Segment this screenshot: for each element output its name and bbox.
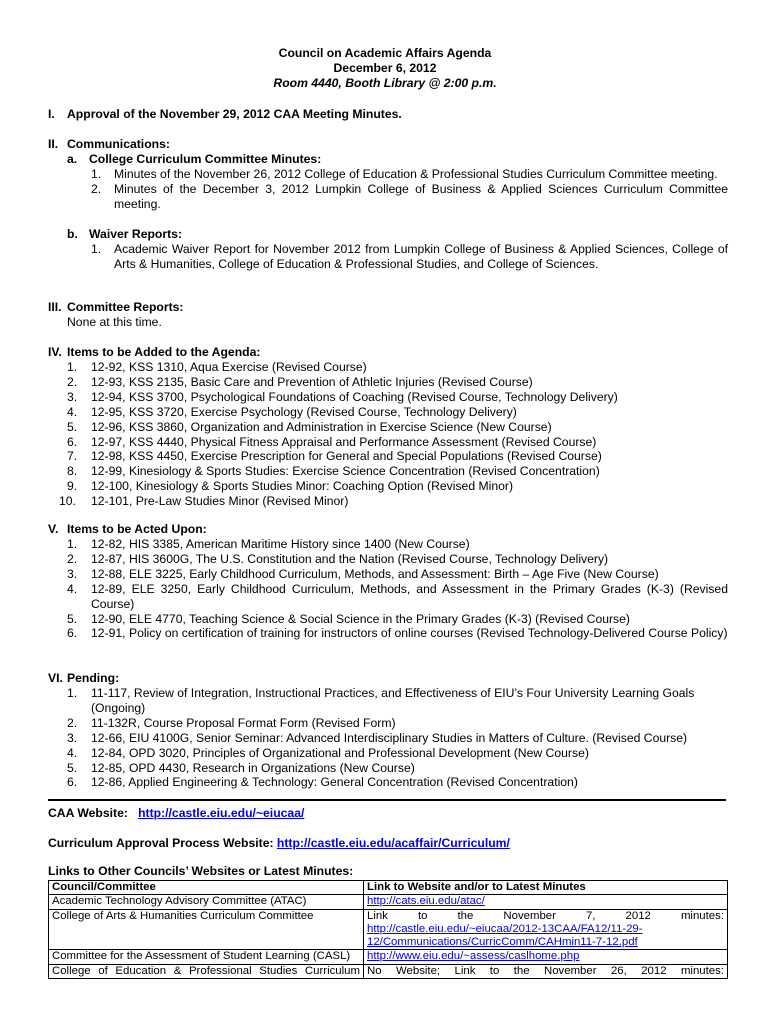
list-item: 8. 12-99, Kinesiology & Sports Studies: Exercise Science Concentration (Revised Concentration) [67,464,600,479]
column-header: Link to Website and/or to Latest Minutes [364,881,728,895]
list-item: 2. 11-132R, Course Proposal Format Form (Revised Form) [67,715,396,730]
section-body: None at this time. [67,315,162,329]
curriculum-website-label: Curriculum Approval Process Website: [48,836,274,850]
section-divider [48,799,726,801]
list-item: 2. 12-87, HIS 3600G, The U.S. Constitution and the Nation (Revised Course, Technology Delivery) [67,551,609,566]
list-item: 1. 12-92, KSS 1310, Aqua Exercise (Revised Course) [67,360,367,374]
list-item: 3. 12-94, KSS 3700, Psychological Foundations of Coaching (Revised Course, Technology Delivery) [67,389,618,404]
section-title: Approval of the November 29, 2012 CAA Meeting Minutes. [67,107,402,121]
council-link[interactable]: http://www.eiu.edu/~assess/caslhome.php [367,950,580,963]
section-title: Communications: [67,137,170,151]
caa-website-link[interactable]: http://castle.eiu.edu/~eiucaa/ [138,806,305,820]
list-item: 6. 12-91, Policy on certification of training for instructors of online courses (Revised Technology-Delivered Course Policy) [67,626,728,641]
section-items-added [48,345,728,509]
section-number: V. [48,522,59,536]
council-link-text: Link to the November 7, 2012 minutes: [367,909,724,922]
section-title: Items to be Acted Upon: [67,522,207,536]
curriculum-website-row [48,836,510,850]
list-item: 2. Minutes of the December 3, 2012 Lumpkin College of Business & Applied Sciences Curriculum Committee meeting. [91,181,728,211]
subsection-heading: b. Waiver Reports: [67,226,183,241]
column-header: Council/Committee [49,881,364,895]
table-header-row [49,881,728,895]
agenda-location: Room 4440, Booth Library @ 2:00 p.m. [273,76,497,90]
caa-website-row [48,806,304,820]
section-number: II. [48,137,59,151]
section-number: VI. [48,671,63,685]
table-row [49,909,728,950]
list-item: 4. 12-84, OPD 3020, Principles of Organizational and Professional Development (New Course) [67,745,589,760]
other-councils-heading: Links to Other Councils’ Websites or Latest Minutes: [48,864,354,878]
council-name: Academic Technology Advisory Committee (ATAC) [49,895,364,909]
list-item: 3. 12-88, ELE 3225, Early Childhood Curriculum, Methods, and Assessment: Birth – Age Five (New Course) [67,566,659,581]
section-committee-reports [48,300,728,330]
council-name: College of Arts & Humanities Curriculum Committee [49,909,364,950]
section-number: IV. [48,345,62,359]
subsection-heading: a. College Curriculum Committee Minutes: [67,152,322,166]
council-name: Committee for the Assessment of Student Learning (CASL) [49,950,364,964]
section-approval [48,107,728,122]
council-link[interactable]: http://castle.eiu.edu/~eiucaa/2012-13CAA/FA12/11-29- [367,922,643,935]
section-communications [48,137,728,272]
council-link[interactable]: 12/Communications/CurricComm/CAHmin11-7-12.pdf [367,936,638,949]
list-item: 7. 12-98, KSS 4450, Exercise Prescription for General and Special Populations (Revised Course) [67,449,602,464]
section-title: Items to be Added to the Agenda: [67,345,261,359]
list-item: 1. 11-117, Review of Integration, Instructional Practices, and Effectiveness of EIU’s Four University Learning Goals (Ongoing) [67,686,695,715]
curriculum-website-link[interactable]: http://castle.eiu.edu/acaffair/Curriculum/ [276,836,510,850]
section-title: Pending: [67,671,120,685]
list-item: 4. 12-89, ELE 3250, Early Childhood Curriculum, Methods, and Assessment in the Primary Grades (K-3) (Revised Course) [67,581,728,611]
section-title: Committee Reports: [67,300,184,314]
list-item: 6. 12-97, KSS 4440, Physical Fitness Appraisal and Performance Assessment (Revised Course) [67,434,597,449]
agenda-title: Council on Academic Affairs Agenda [278,46,492,60]
list-item: 1. 12-82, HIS 3385, American Maritime History since 1400 (New Course) [67,537,470,551]
council-name: College of Education & Professional Studies Curriculum [49,964,364,978]
list-item: 9. 12-100, Kinesiology & Sports Studies Minor: Coaching Option (Revised Minor) [67,479,514,494]
list-item: 1. Minutes of the November 26, 2012 College of Education & Professional Studies Curriculum Committee meeting. [91,167,718,181]
list-item: 3. 12-66, EIU 4100G, Senior Seminar: Advanced Interdisciplinary Studies in Matters of Culture. (Revised Course) [67,730,688,745]
section-items-acted [48,522,728,641]
agenda-header [0,46,770,91]
list-item: 2. 12-93, KSS 2135, Basic Care and Prevention of Athletic Injuries (Revised Course) [67,374,533,389]
section-pending [48,671,728,790]
caa-website-label: CAA Website: [48,806,128,820]
list-item: 1. Academic Waiver Report for November 2012 from Lumpkin College of Business & Applied Sciences, College of Arts & Humanities, College of Education & Professional Studies, and College of Sciences. [91,241,728,271]
council-link-text: No Website; Link to the November 26, 2012 minutes: [364,964,728,978]
list-item: 4. 12-95, KSS 3720, Exercise Psychology (Revised Course, Technology Delivery) [67,404,517,419]
list-item: 5. 12-90, ELE 4770, Teaching Science & Social Science in the Primary Grades (K-3) (Revised Course) [67,611,630,626]
council-link[interactable]: http://cats.eiu.edu/atac/ [367,895,485,908]
list-item: 5. 12-96, KSS 3860, Organization and Administration in Exercise Science (New Course) [67,419,552,434]
list-item: 5. 12-85, OPD 4430, Research in Organizations (New Course) [67,760,415,775]
councils-table [48,880,728,979]
agenda-date: December 6, 2012 [333,61,437,75]
section-number: III. [48,300,62,314]
table-row [49,895,728,909]
table-row [49,964,728,978]
table-row [49,950,728,964]
list-item: 6. 12-86, Applied Engineering & Technology: General Concentration (Revised Concentration) [67,775,578,790]
section-number: I. [48,107,55,121]
list-item: 10. 12-101, Pre-Law Studies Minor (Revised Minor) [59,494,349,509]
